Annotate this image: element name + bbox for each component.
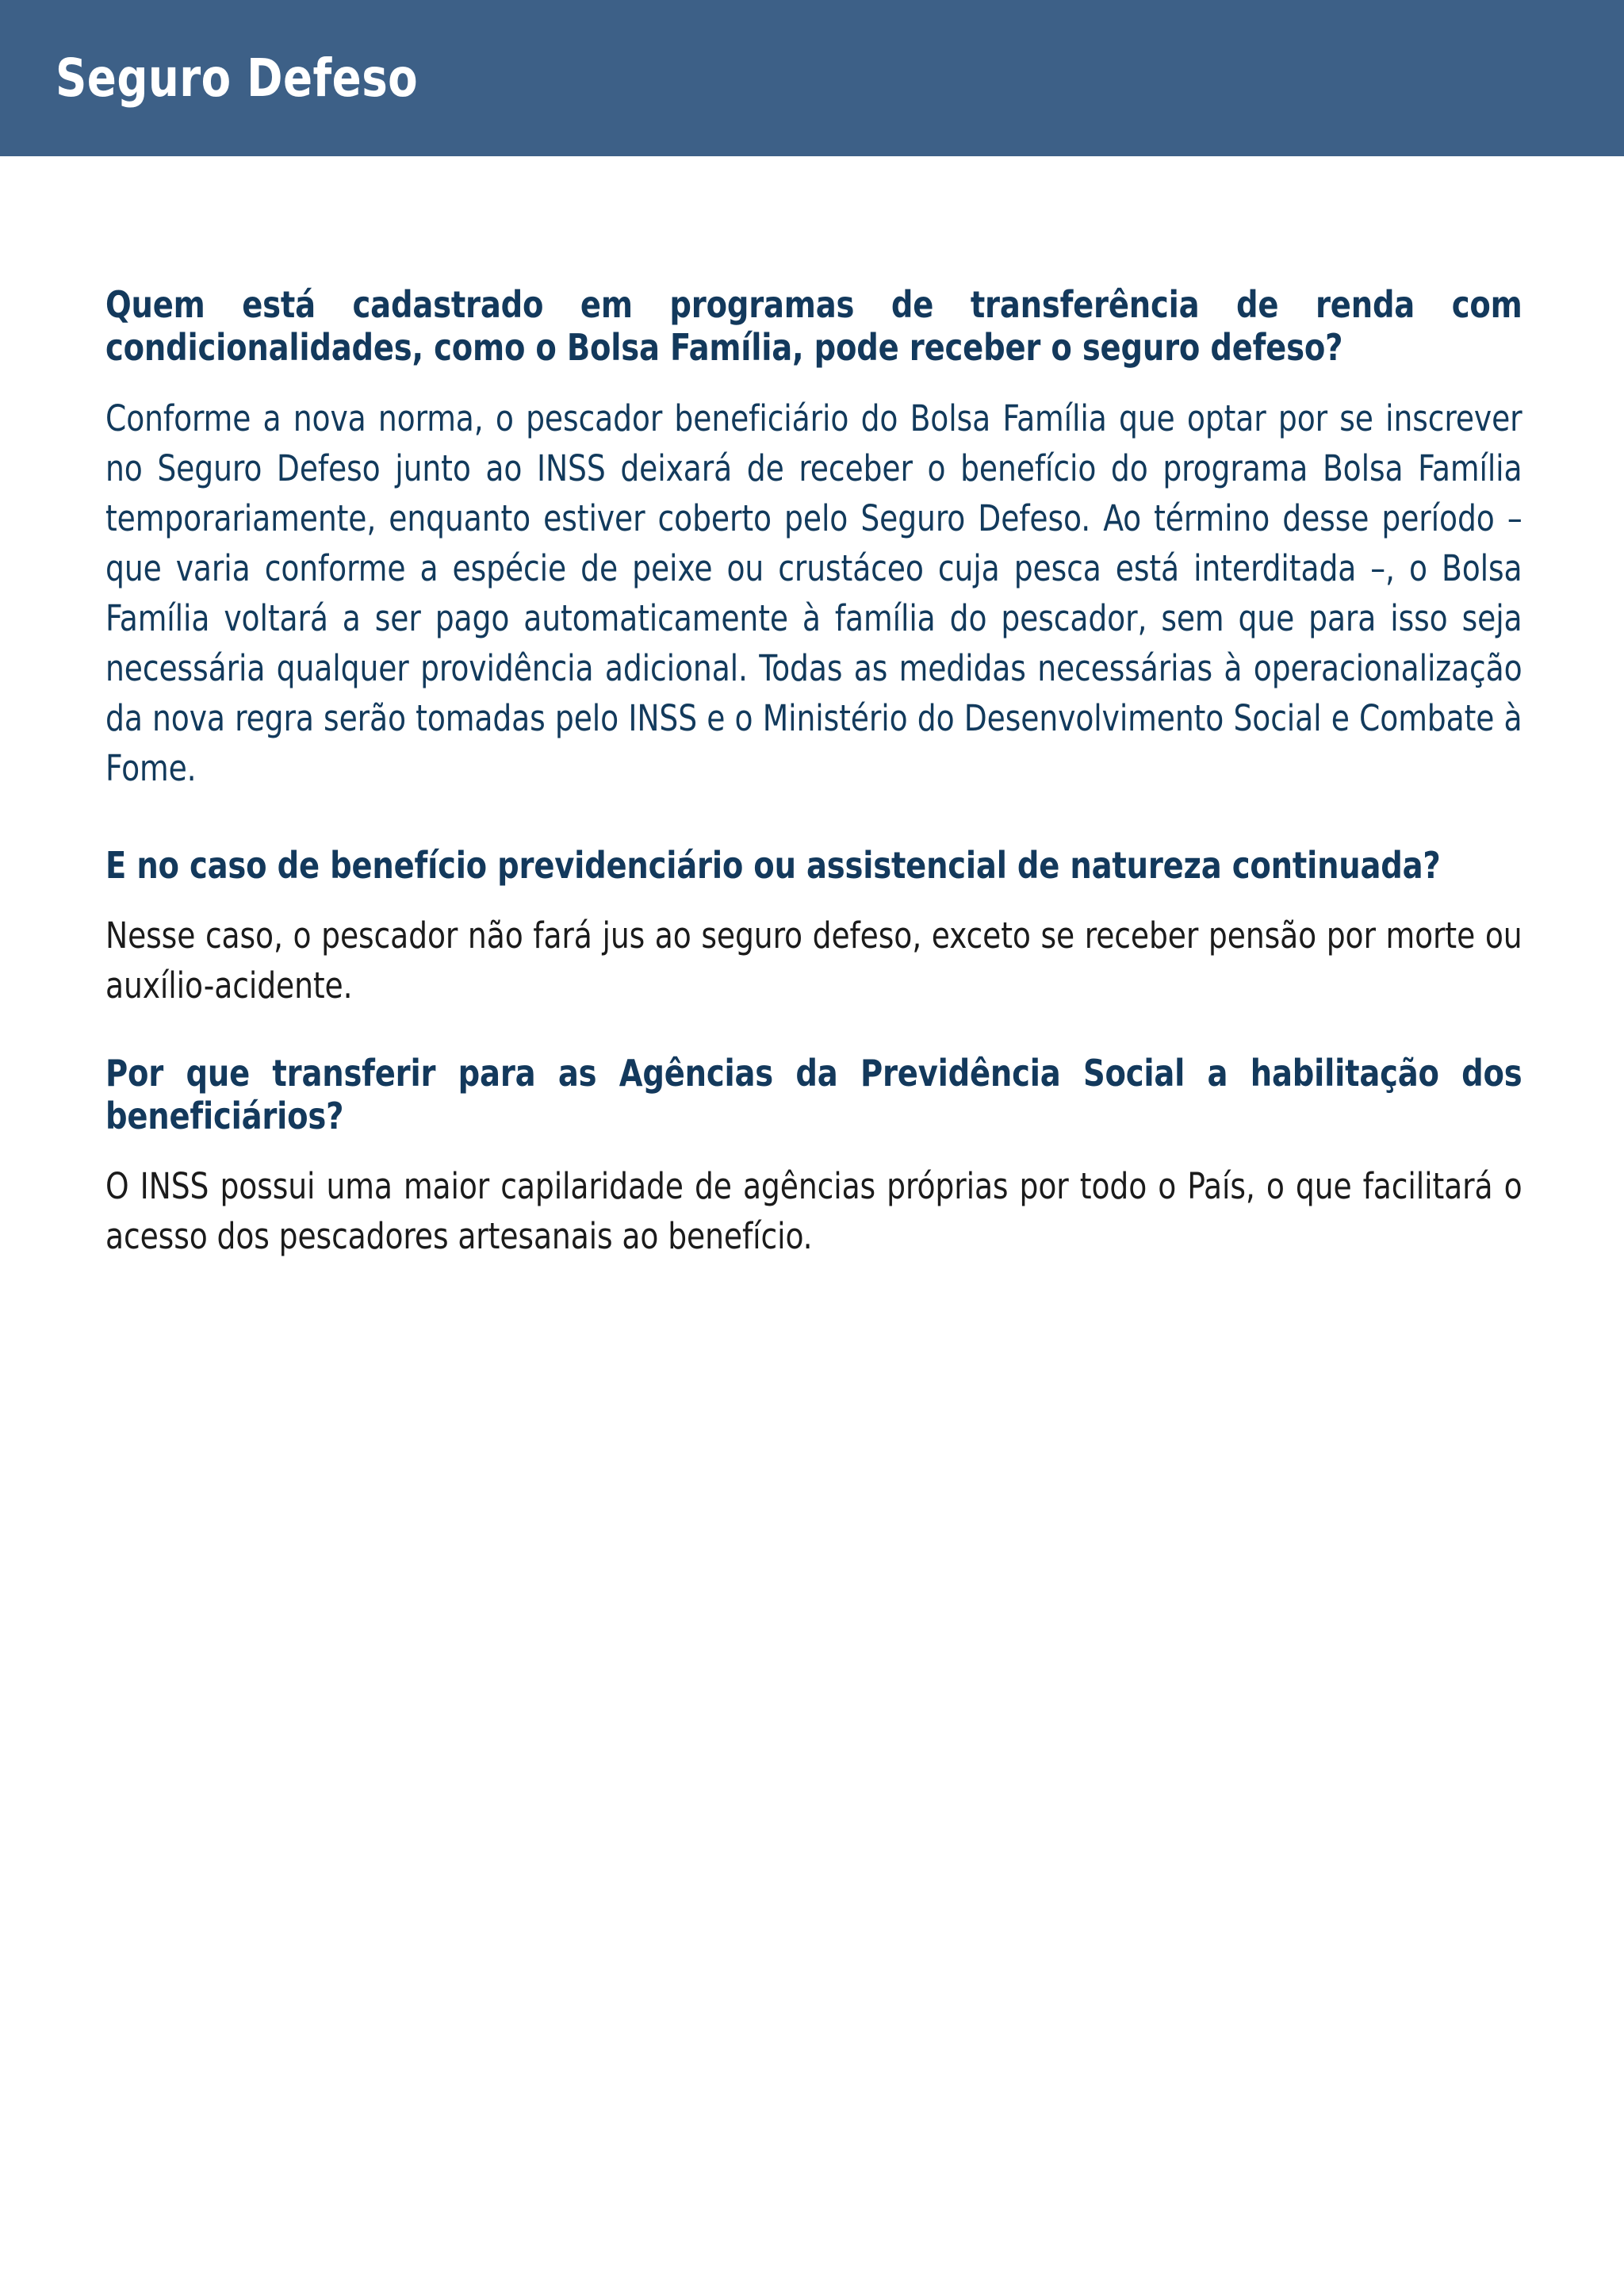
faq-question: Por que transferir para as Agências da Previdência Social a habilitação dos beneficiários? bbox=[105, 1051, 1522, 1138]
document-content bbox=[105, 156, 1522, 1261]
page-title: Seguro Defeso bbox=[56, 47, 419, 109]
faq-answer: Conforme a nova norma, o pescador beneficiário do Bolsa Família que optar por se inscrever no Seguro Defeso junto ao INSS deixará de receber o benefício do programa Bolsa Família temporariamente, enquanto estiver coberto pelo Seguro Defeso. Ao término desse período – que varia conforme a espécie de peixe ou crustáceo cuja pesca está interditada –, o Bolsa Família voltará a ser pago automaticamente à família do pescador, sem que para isso seja necessária qualquer providência adicional. Todas as medidas necessárias à operacionalização da nova regra serão tomadas pelo INSS e o Ministério do Desenvolvimento Social e Combate à Fome. bbox=[105, 397, 1522, 789]
faq-question: E no caso de benefício previdenciário ou assistencial de natureza continuada? bbox=[105, 843, 1441, 887]
section-spacer bbox=[105, 1010, 1522, 1052]
section-spacer bbox=[105, 793, 1522, 844]
page-header-band bbox=[0, 0, 1624, 156]
faq-question: Quem está cadastrado em programas de transferência de renda com condicionalidades, como o Bolsa Família, pode receber o seguro defeso? bbox=[105, 283, 1522, 370]
faq-item bbox=[105, 1052, 1522, 1262]
faq-answer: O INSS possui uma maior capilaridade de agências próprias por todo o País, o que facilitará o acesso dos pescadores artesanais ao benefício. bbox=[105, 1165, 1522, 1258]
faq-item bbox=[105, 844, 1522, 1010]
faq-item bbox=[105, 283, 1522, 793]
faq-answer: Nesse caso, o pescador não fará jus ao seguro defeso, exceto se receber pensão por morte ou auxílio-acidente. bbox=[105, 914, 1522, 1007]
